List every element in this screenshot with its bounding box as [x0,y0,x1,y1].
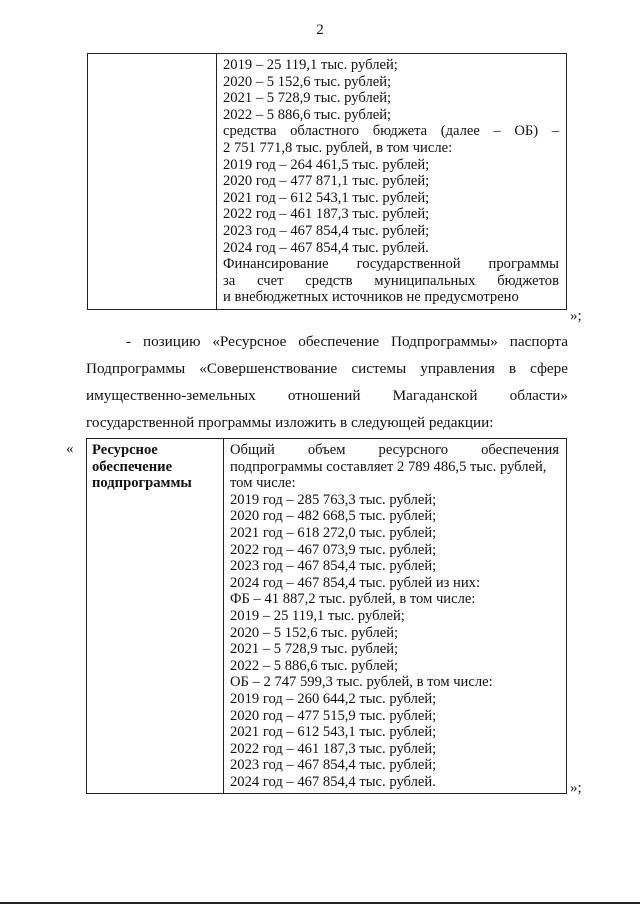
ob-year-line: 2019 год – 260 644,2 тыс. рублей; [230,690,437,707]
funding-table-continued [87,53,567,310]
financing-note-line: за счет средств муниципальных бюджетов [223,272,559,289]
label-line: Ресурсное [92,442,158,458]
year-line: 2021 год – 618 272,0 тыс. рублей; [230,524,437,541]
intro-line: том числе: [230,475,296,492]
label-line: подпрограммы [92,475,192,492]
fb-year-line: 2020 – 5 152,6 тыс. рублей; [230,624,399,641]
year-line: 2022 год – 467 073,9 тыс. рублей; [230,541,437,558]
year-line: 2023 год – 467 854,4 тыс. рублей; [230,558,437,575]
year-line: 2024 год – 467 854,4 тыс. рублей из них: [230,574,481,591]
paragraph-line: имущественно-земельных отношений Магаданской области» [86,387,568,404]
closing-quote: »; [570,308,582,324]
fb-year-line: 2022 – 5 886,6 тыс. рублей; [223,106,392,123]
fb-year-line: 2019 – 25 119,1 тыс. рублей; [223,57,398,73]
paragraph-line: государственной программы изложить в следующей редакции: [86,414,494,431]
ob-year-line: 2020 год – 477 871,1 тыс. рублей; [223,173,430,190]
paragraph-line: Подпрограммы «Совершенствование системы управления в сфере [86,360,568,377]
year-line: 2019 год – 285 763,3 тыс. рублей; [230,491,437,508]
ob-year-line: 2021 год – 612 543,1 тыс. рублей; [223,189,430,206]
ob-year-line: 2023 год – 467 854,4 тыс. рублей; [230,757,437,774]
ob-heading-line: средства областного бюджета (далее – ОБ) – [223,123,559,140]
financing-note-line: Финансирование государственной программы [223,256,559,273]
ob-year-line: 2019 год – 264 461,5 тыс. рублей; [223,156,430,173]
ob-total-line: ОБ – 2 747 599,3 тыс. рублей, в том числе: [230,674,493,691]
year-line: 2020 год – 482 668,5 тыс. рублей; [230,508,437,525]
ob-year-line: 2023 год – 467 854,4 тыс. рублей; [223,222,430,239]
fb-year-line: 2021 – 5 728,9 тыс. рублей; [230,641,399,658]
fb-year-line: 2020 – 5 152,6 тыс. рублей; [223,73,392,90]
ob-year-line: 2020 год – 477 515,9 тыс. рублей; [230,707,437,724]
ob-total-line: 2 751 771,8 тыс. рублей, в том числе: [223,139,453,156]
instruction-paragraph [86,328,568,436]
label-line: обеспечение [92,458,173,475]
empty-label-cell [88,54,217,310]
closing-quote: »; [570,780,582,796]
fb-year-line: 2021 – 5 728,9 тыс. рублей; [223,90,392,107]
resource-text-cell [224,439,567,794]
intro-line: Общий объем ресурсного обеспечения [230,442,559,458]
intro-line: подпрограммы составляет 2 789 486,5 тыс. рублей, [230,458,547,475]
financing-note-line: и внебюджетных источников не предусмотрено [223,289,519,306]
fb-year-line: 2019 – 25 119,1 тыс. рублей; [230,607,405,624]
fb-total-line: ФБ – 41 887,2 тыс. рублей, в том числе: [230,591,476,608]
ob-year-line: 2022 год – 461 187,3 тыс. рублей; [230,740,437,757]
label-cell [87,439,224,794]
funding-text-cell [217,54,567,310]
page-number: 2 [316,22,324,38]
ob-year-line: 2024 год – 467 854,4 тыс. рублей. [223,239,429,256]
resource-provision-table [86,438,567,794]
ob-year-line: 2022 год – 461 187,3 тыс. рублей; [223,206,430,223]
ob-year-line: 2021 год – 612 543,1 тыс. рублей; [230,724,437,741]
bottom-edge-rule [0,902,640,904]
fb-year-line: 2022 – 5 886,6 тыс. рублей; [230,657,399,674]
paragraph-line: - позицию «Ресурсное обеспечение Подпрограммы» паспорта [126,333,568,350]
opening-quote: « [66,441,74,457]
ob-year-line: 2024 год – 467 854,4 тыс. рублей. [230,773,436,790]
